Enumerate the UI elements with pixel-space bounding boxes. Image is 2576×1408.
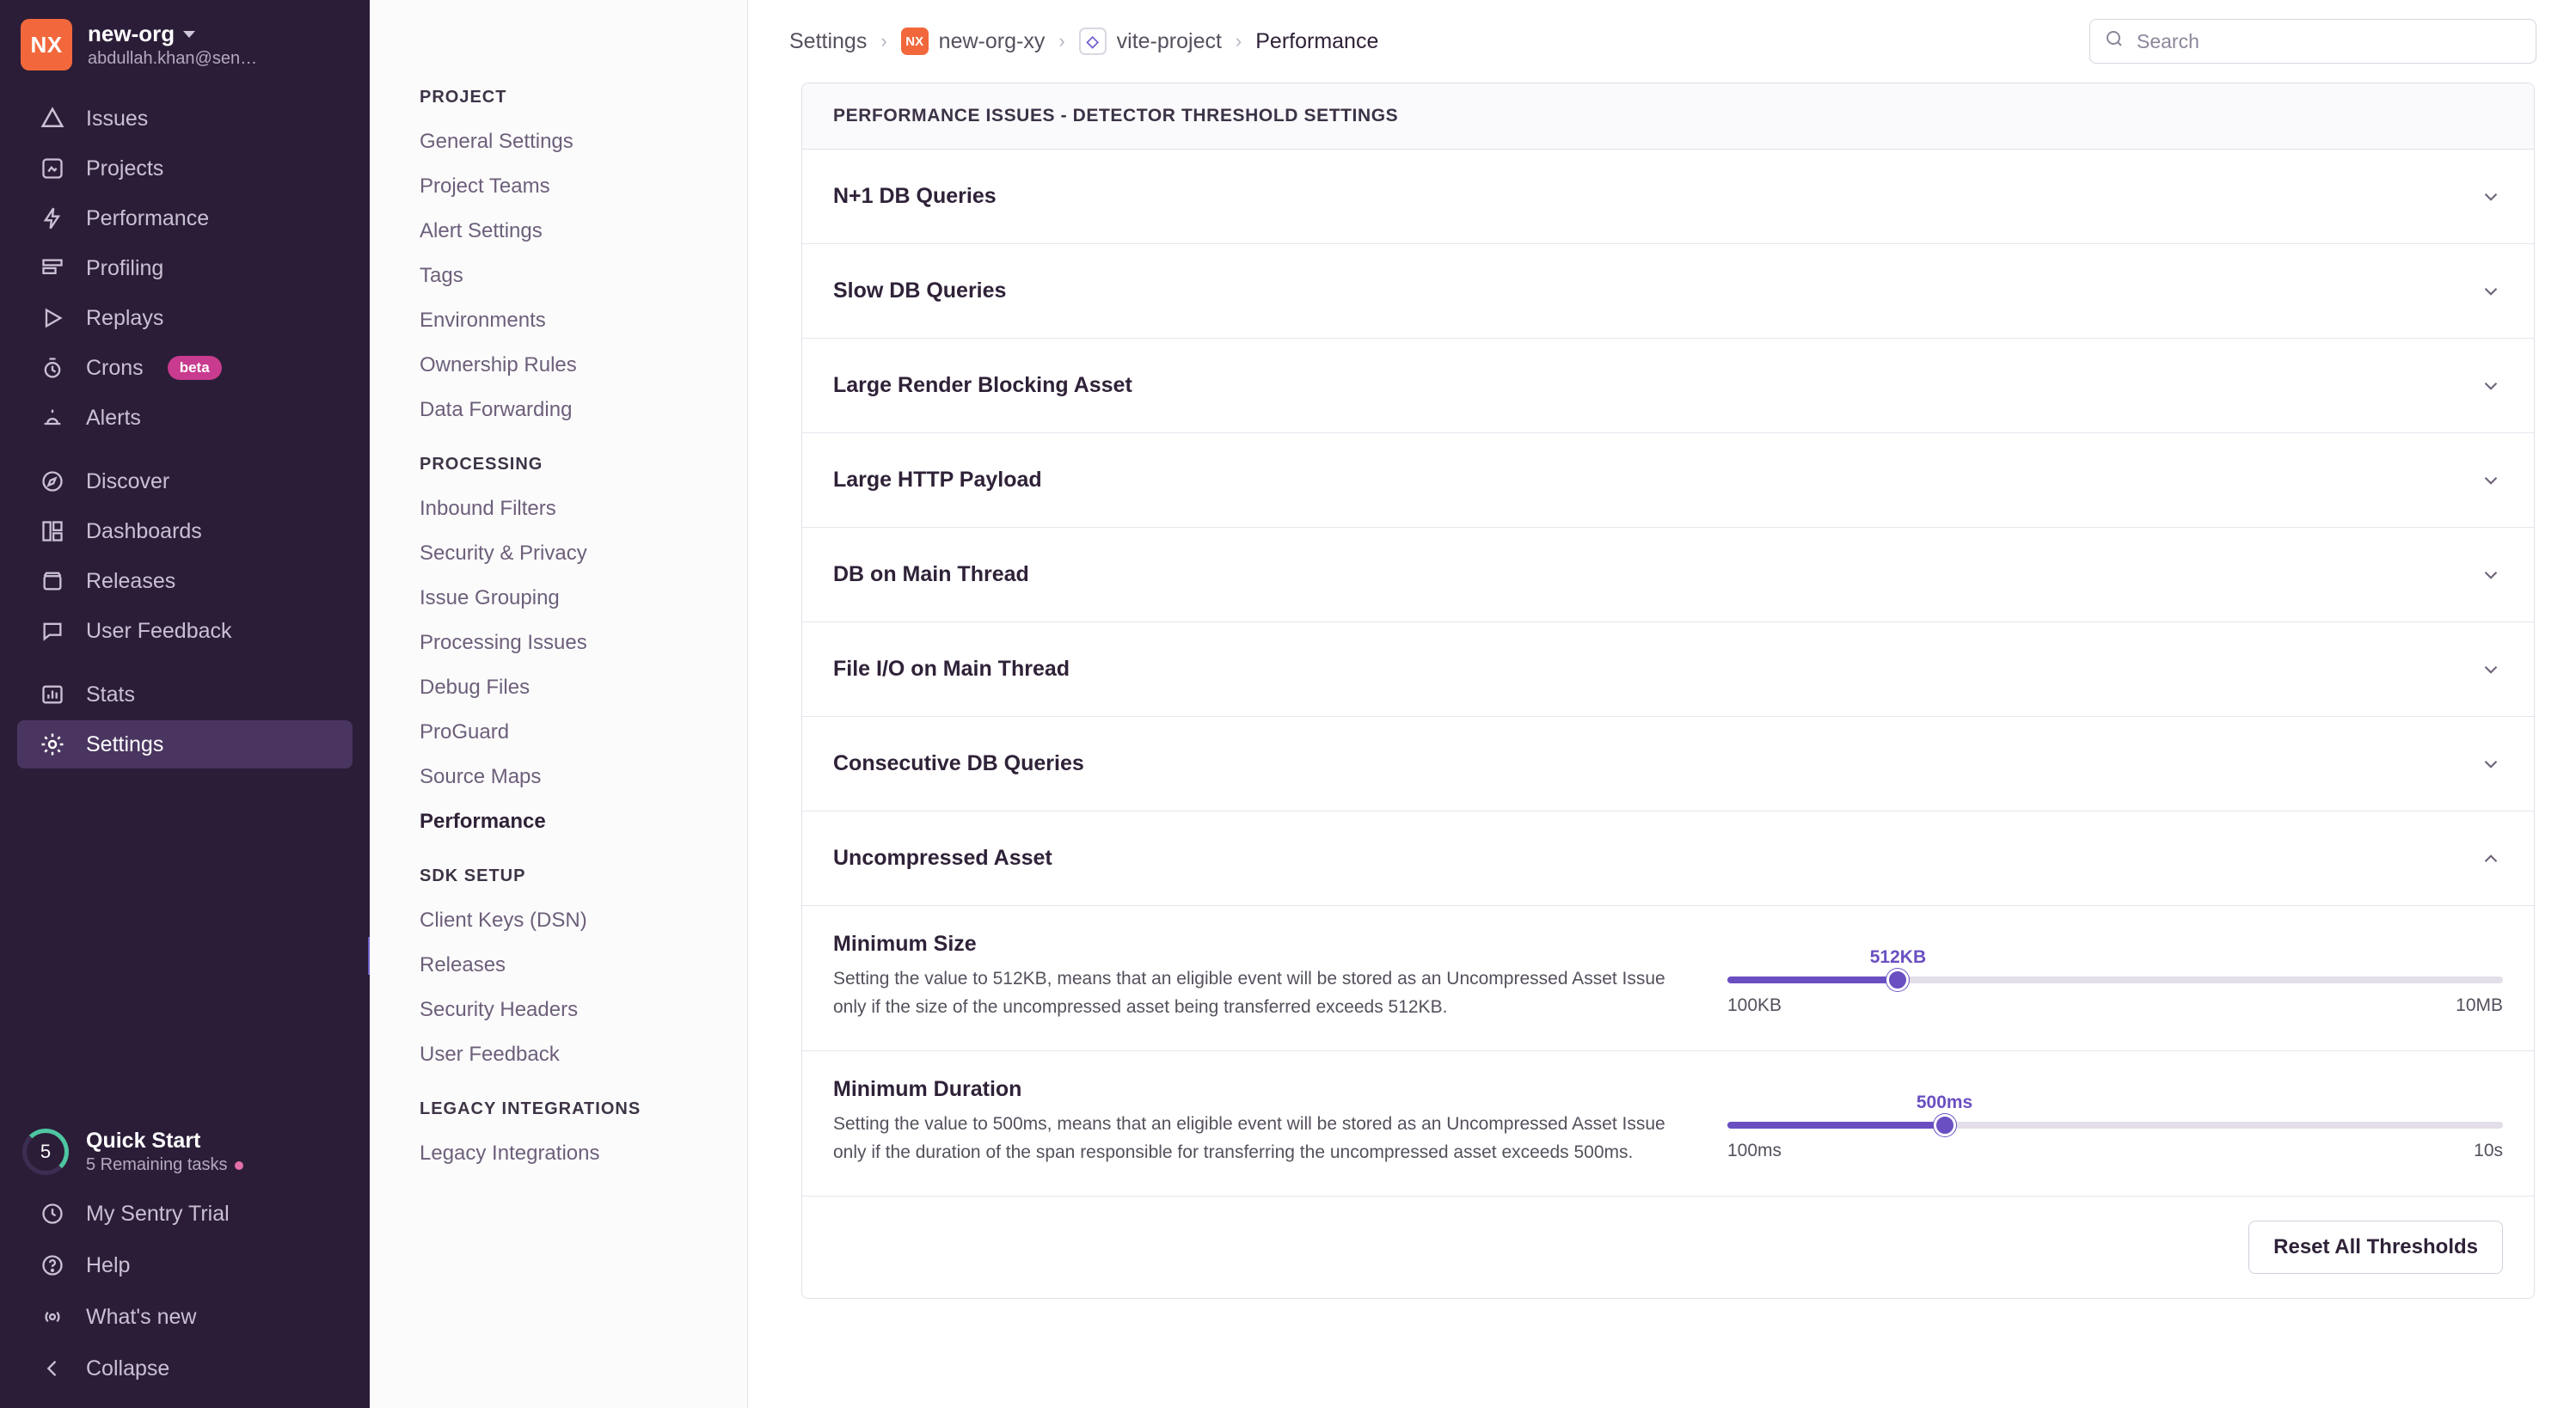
breadcrumb-separator-icon: › <box>880 30 887 52</box>
detector-row-consecutive-db-queries[interactable] <box>802 717 2534 811</box>
sidebar-item-stats[interactable] <box>17 670 353 719</box>
chevron-down-icon[interactable] <box>2479 563 2503 587</box>
breadcrumb-separator-icon: › <box>1058 30 1065 52</box>
sidebar-item-label: Alerts <box>86 405 141 430</box>
settings-nav-header: SDK SETUP <box>420 866 526 885</box>
sidebar-nav <box>0 93 370 770</box>
slider-labels <box>1727 1141 2503 1161</box>
settings-nav-header: PROJECT <box>420 88 507 107</box>
panel-title: PERFORMANCE ISSUES - DETECTOR THRESHOLD SETTINGS <box>802 83 2534 150</box>
detector-label: File I/O on Main Thread <box>833 657 1070 681</box>
project-platform-icon: ◇ <box>1079 28 1107 55</box>
profiling-icon <box>38 254 67 283</box>
quick-start-subtitle <box>86 1154 243 1176</box>
detector-row-slow-db-queries[interactable] <box>802 244 2534 339</box>
detector-label: Consecutive DB Queries <box>833 751 1084 775</box>
sidebar-item-label: Releases <box>86 568 176 593</box>
stats-icon <box>38 680 67 709</box>
org-name-row <box>88 21 257 47</box>
sidebar-item-help[interactable] <box>17 1241 353 1289</box>
detector-row-large-render-blocking-asset[interactable] <box>802 339 2534 433</box>
chevron-down-icon[interactable] <box>2479 658 2503 682</box>
settings-nav-item-security-privacy[interactable]: Security & Privacy <box>420 542 587 565</box>
slider-max-label: 10s <box>2474 1141 2503 1161</box>
slider-value: 500ms <box>1916 1093 1973 1113</box>
settings-nav-item-releases[interactable]: Releases <box>420 953 506 976</box>
slider-fill <box>1727 1122 1945 1129</box>
settings-nav-item-project-teams[interactable]: Project Teams <box>420 174 550 198</box>
performance-icon <box>38 204 67 233</box>
sidebar-item-releases[interactable] <box>17 557 353 605</box>
issues-icon <box>38 104 67 133</box>
sidebar-item-profiling[interactable] <box>17 244 353 292</box>
settings-nav-item-security-headers[interactable]: Security Headers <box>420 998 579 1021</box>
chevron-down-icon[interactable] <box>2479 752 2503 776</box>
slider-min-label: 100ms <box>1727 1141 1782 1161</box>
search-input[interactable] <box>2089 19 2536 64</box>
replays-icon <box>38 303 67 333</box>
sidebar-spacer <box>0 770 370 1116</box>
sidebar-item-label: Performance <box>86 205 210 230</box>
help-icon <box>38 1251 67 1280</box>
setting-minimum-size <box>802 906 2534 1051</box>
quick-start-title: Quick Start <box>86 1128 201 1153</box>
breadcrumb-project-label: vite-project <box>1116 28 1222 53</box>
chevron-left-icon <box>38 1354 67 1383</box>
quick-start-subtitle-label: 5 Remaining tasks <box>86 1155 228 1174</box>
primary-sidebar <box>0 0 370 1408</box>
setting-title: Minimum Duration <box>833 1077 1022 1102</box>
settings-nav-item-issue-grouping[interactable]: Issue Grouping <box>420 586 560 609</box>
sidebar-item-settings[interactable] <box>17 720 353 768</box>
chevron-down-icon[interactable] <box>2479 279 2503 303</box>
setting-description: Setting the value to 500ms, means that an eligible event will be stored as an Uncompressed Asset Issue only if the duration of the span responsible for transferring the uncompressed asset exceeds 500ms. <box>833 1114 1665 1162</box>
settings-nav-item-legacy-integrations[interactable]: Legacy Integrations <box>420 1142 600 1165</box>
detector-row-file-io-on-main-thread[interactable] <box>802 622 2534 717</box>
chevron-up-icon[interactable] <box>2479 847 2503 871</box>
org-name: new-org <box>88 21 175 47</box>
settings-content <box>748 83 2576 1299</box>
breadcrumb-item-project[interactable] <box>1079 28 1222 55</box>
gear-icon <box>38 730 67 759</box>
dashboards-icon <box>38 517 67 546</box>
quick-start-text <box>86 1128 243 1176</box>
slider-fill <box>1727 976 1898 983</box>
detector-label: N+1 DB Queries <box>833 184 997 208</box>
sidebar-item-label: My Sentry Trial <box>86 1201 230 1226</box>
slider-track[interactable] <box>1727 1122 2503 1129</box>
sidebar-item-replays[interactable] <box>17 294 353 342</box>
sidebar-item-label: User Feedback <box>86 618 232 643</box>
sidebar-item-label: Stats <box>86 682 135 707</box>
beta-badge: beta <box>168 356 222 380</box>
org-email: abdullah.khan@sen… <box>88 48 258 68</box>
sidebar-item-label: Replays <box>86 305 164 330</box>
releases-icon <box>38 566 67 596</box>
sidebar-item-label: Discover <box>86 468 170 493</box>
settings-nav-header: LEGACY INTEGRATIONS <box>420 1099 641 1118</box>
settings-nav-item-data-forwarding[interactable]: Data Forwarding <box>420 398 573 421</box>
slider-labels <box>1727 995 2503 1016</box>
settings-nav-item-source-maps[interactable]: Source Maps <box>420 765 542 788</box>
sidebar-item-user-feedback[interactable] <box>17 607 353 655</box>
breadcrumb-org-label: new-org-xy <box>938 28 1046 53</box>
detector-label: Slow DB Queries <box>833 279 1007 303</box>
setting-description: Setting the value to 512KB, means that an eligible event will be stored as an Uncompressed Asset Issue only if the size of the uncompressed asset being transferred exceeds 512KB. <box>833 969 1665 1017</box>
quick-start-widget[interactable] <box>0 1116 370 1188</box>
discover-icon <box>38 467 67 496</box>
minimum-duration-slider[interactable] <box>1727 1077 2503 1161</box>
settings-nav-item-inbound-filters[interactable]: Inbound Filters <box>420 497 556 520</box>
detector-label: Large HTTP Payload <box>833 468 1042 492</box>
slider-knob[interactable] <box>1934 1114 1956 1136</box>
slider-knob[interactable] <box>1886 969 1909 991</box>
sidebar-item-label: Settings <box>86 732 164 756</box>
setting-text <box>833 1077 1693 1166</box>
slider-track[interactable] <box>1727 976 2503 983</box>
breadcrumb-item-settings[interactable]: Settings <box>789 28 868 53</box>
sidebar-item-issues[interactable] <box>17 95 353 143</box>
chevron-down-icon[interactable] <box>2479 185 2503 209</box>
crons-icon <box>38 353 67 383</box>
user-feedback-icon <box>38 616 67 646</box>
sidebar-item-label: Help <box>86 1252 131 1277</box>
sidebar-item-performance[interactable] <box>17 194 353 242</box>
detector-label: Uncompressed Asset <box>833 846 1052 870</box>
settings-nav-item-debug-files[interactable]: Debug Files <box>420 676 531 699</box>
detector-row-uncompressed-asset[interactable] <box>802 811 2534 906</box>
org-switcher[interactable] <box>0 0 370 86</box>
breadcrumb-item-current: Performance <box>1255 28 1379 53</box>
settings-nav-item-tags[interactable]: Tags <box>420 264 463 287</box>
sidebar-item-crons[interactable] <box>17 344 353 392</box>
chevron-down-icon[interactable] <box>2479 468 2503 493</box>
sidebar-item-label: Collapse <box>86 1356 170 1380</box>
slider-value-wrap <box>1727 1093 2503 1122</box>
settings-nav-item-alert-settings[interactable]: Alert Settings <box>420 219 543 242</box>
detector-label: Large Render Blocking Asset <box>833 373 1132 397</box>
sidebar-item-dashboards[interactable] <box>17 507 353 555</box>
settings-nav-item-user-feedback[interactable]: User Feedback <box>420 1043 560 1066</box>
detector-threshold-panel <box>801 83 2535 1299</box>
sidebar-item-label: Projects <box>86 156 164 181</box>
breadcrumb <box>789 28 1378 55</box>
org-avatar-icon: NX <box>901 28 929 55</box>
search-icon <box>2104 28 2125 54</box>
sidebar-item-alerts[interactable] <box>17 394 353 442</box>
sidebar-item-my-sentry-trial[interactable] <box>17 1190 353 1238</box>
detector-label: DB on Main Thread <box>833 562 1029 586</box>
sidebar-item-label: Issues <box>86 106 149 131</box>
broadcast-icon <box>38 1302 67 1331</box>
main-content <box>748 0 2576 1408</box>
breadcrumb-separator-icon: › <box>1235 30 1242 52</box>
topbar <box>748 0 2576 83</box>
detector-row-large-http-payload[interactable] <box>802 433 2534 528</box>
sidebar-item-whats-new[interactable] <box>17 1293 353 1341</box>
search-placeholder: Search <box>2137 29 2199 52</box>
setting-minimum-duration <box>802 1051 2534 1196</box>
clock-icon <box>38 1199 67 1228</box>
chevron-down-icon[interactable] <box>183 31 195 38</box>
org-logo: NX <box>21 19 72 70</box>
settings-nav <box>370 0 748 1408</box>
org-text <box>88 21 257 68</box>
slider-min-label: 100KB <box>1727 995 1782 1015</box>
uncompressed-asset-settings <box>802 906 2534 1197</box>
slider-value-wrap <box>1727 947 2503 976</box>
reset-all-thresholds-button[interactable]: Reset All Thresholds <box>2248 1221 2503 1274</box>
unread-dot-icon <box>235 1161 243 1170</box>
setting-title: Minimum Size <box>833 932 977 956</box>
settings-nav-item-environments[interactable]: Environments <box>420 309 546 332</box>
settings-nav-item-processing-issues[interactable]: Processing Issues <box>420 631 587 654</box>
sidebar-item-collapse[interactable] <box>17 1344 353 1393</box>
settings-nav-header: PROCESSING <box>420 455 543 474</box>
settings-nav-item-client-keys[interactable]: Client Keys (DSN) <box>420 909 587 932</box>
breadcrumb-item-organization[interactable] <box>901 28 1046 55</box>
sidebar-item-label: Dashboards <box>86 518 202 543</box>
panel-footer <box>802 1197 2534 1298</box>
settings-nav-item-ownership-rules[interactable]: Ownership Rules <box>420 353 577 376</box>
minimum-size-slider[interactable] <box>1727 932 2503 1016</box>
settings-nav-item-general-settings[interactable]: General Settings <box>420 130 573 153</box>
projects-icon <box>38 154 67 183</box>
quick-start-progress: 5 <box>22 1129 69 1175</box>
detector-row-n1-db-queries[interactable] <box>802 150 2534 244</box>
slider-max-label: 10MB <box>2456 995 2503 1015</box>
chevron-down-icon[interactable] <box>2479 374 2503 398</box>
sidebar-item-projects[interactable] <box>17 144 353 193</box>
settings-nav-item-performance[interactable]: Performance <box>420 810 546 833</box>
sidebar-item-label: What's new <box>86 1304 197 1329</box>
detector-row-db-on-main-thread[interactable] <box>802 528 2534 622</box>
sidebar-item-label: Crons <box>86 355 144 380</box>
sidebar-item-label: Profiling <box>86 255 164 280</box>
slider-value: 512KB <box>1869 947 1927 967</box>
alerts-icon <box>38 403 67 432</box>
setting-text <box>833 932 1693 1021</box>
sidebar-item-discover[interactable] <box>17 457 353 505</box>
settings-nav-item-proguard[interactable]: ProGuard <box>420 720 510 744</box>
